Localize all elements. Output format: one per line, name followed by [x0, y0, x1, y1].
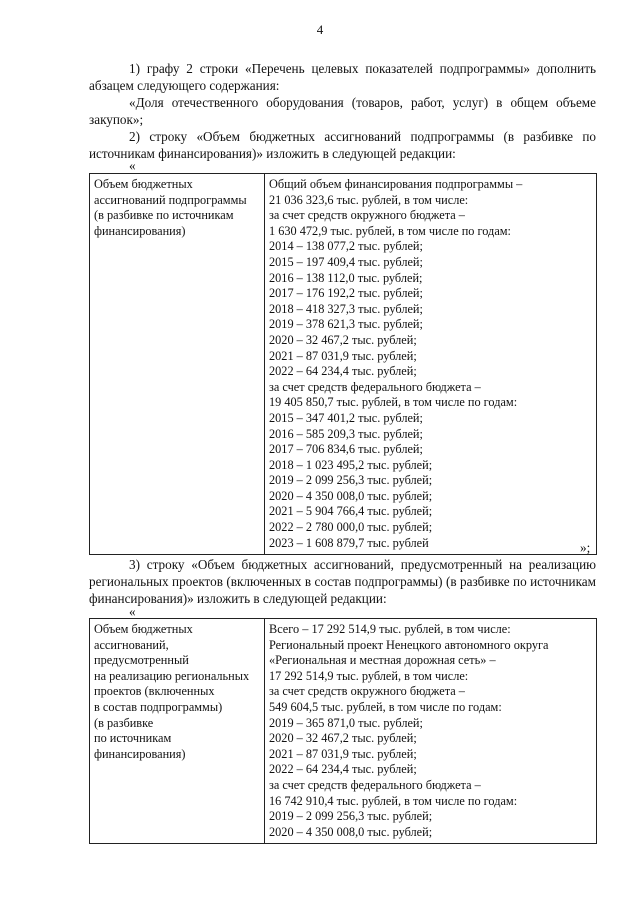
- label-lines: [94, 622, 260, 762]
- table-line: 2018 – 418 327,3 тыс. рублей;: [269, 301, 423, 316]
- table-line: Объем бюджетных: [94, 177, 193, 191]
- table-line: Региональный проект Ненецкого автономного округа: [269, 637, 549, 652]
- table-line: 2019 – 2 099 256,3 тыс. рублей;: [269, 473, 433, 488]
- table-line: в состав подпрограммы): [94, 699, 223, 714]
- table-row: [90, 174, 597, 555]
- paragraph-1: 1) графу 2 строки «Перечень целевых показателей подпрограммы» дополнить абзацем следующего содержания:: [89, 61, 596, 93]
- table-line: 2019 – 365 871,0 тыс. рублей;: [269, 715, 423, 730]
- table-line: (в разбивке по источникам: [94, 208, 234, 223]
- table-line: финансирования): [94, 223, 186, 238]
- table-line: 2016 – 585 209,3 тыс. рублей;: [269, 426, 423, 441]
- table-line: ассигнований подпрограммы: [94, 192, 247, 207]
- table-line: 2019 – 378 621,3 тыс. рублей;: [269, 317, 423, 332]
- table-line: ассигнований,: [94, 637, 169, 652]
- table-row: [90, 619, 597, 844]
- label-lines: [94, 177, 260, 239]
- table-cell-value: [265, 174, 597, 555]
- table-cell-value: [265, 619, 597, 844]
- table-regional-projects: [89, 618, 597, 844]
- table-line: 2021 – 5 904 766,4 тыс. рублей;: [269, 504, 433, 519]
- table-line: 2015 – 347 401,2 тыс. рублей;: [269, 410, 423, 425]
- value-lines: [269, 622, 592, 840]
- table-line: 2021 – 87 031,9 тыс. рублей;: [269, 746, 417, 761]
- paragraph-4: 3) строку «Объем бюджетных ассигнований, предусмотренный на реализацию региональных проектов (включенных в состав подпрограммы) (в разбивке по источникам финансирования)» изложить в следующей редакции:: [89, 557, 596, 606]
- table-line: 21 036 323,6 тыс. рублей, в том числе:: [269, 192, 469, 207]
- table-line: 2022 – 64 234,4 тыс. рублей;: [269, 364, 417, 379]
- table-line: (в разбивке: [94, 715, 154, 730]
- table-line: за счет средств окружного бюджета –: [269, 208, 465, 223]
- table-line: 2023 – 1 608 879,7 тыс. рублей: [269, 535, 429, 550]
- value-lines: [269, 177, 592, 551]
- table-line: по источникам: [94, 731, 172, 746]
- table-line: 1 630 472,9 тыс. рублей, в том числе по годам:: [269, 223, 511, 238]
- table-line: 2015 – 197 409,4 тыс. рублей;: [269, 254, 423, 269]
- table-line: проектов (включенных: [94, 684, 215, 699]
- mid-text: [89, 556, 596, 607]
- table-line: 16 742 910,4 тыс. рублей, в том числе по годам:: [269, 793, 518, 808]
- table-line: 2018 – 1 023 495,2 тыс. рублей;: [269, 457, 433, 472]
- paragraph-2: «Доля отечественного оборудования (товаров, работ, услуг) в общем объеме закупок»;: [89, 95, 596, 127]
- table-line: Объем бюджетных: [94, 622, 193, 636]
- table-line: Общий объем финансирования подпрограммы –: [269, 177, 523, 191]
- table-line: 17 292 514,9 тыс. рублей, в том числе:: [269, 668, 469, 683]
- table-line: 2022 – 64 234,4 тыс. рублей;: [269, 762, 417, 777]
- table-line: 549 604,5 тыс. рублей, в том числе по годам:: [269, 699, 502, 714]
- paragraph-3: 2) строку «Объем бюджетных ассигнований подпрограммы (в разбивке по источникам финансирования)» изложить в следующей редакции:: [89, 129, 596, 161]
- intro-text: [89, 60, 596, 162]
- table-line: 2017 – 176 192,2 тыс. рублей;: [269, 286, 423, 301]
- table-line: 2017 – 706 834,6 тыс. рублей;: [269, 442, 423, 457]
- table-line: Всего – 17 292 514,9 тыс. рублей, в том числе:: [269, 622, 511, 636]
- page-number: 4: [316, 22, 324, 37]
- table-line: «Региональная и местная дорожная сеть» –: [269, 653, 496, 668]
- table-line: 2021 – 87 031,9 тыс. рублей;: [269, 348, 417, 363]
- table-line: 2020 – 4 350 008,0 тыс. рублей;: [269, 824, 433, 839]
- table-line: предусмотренный: [94, 653, 189, 668]
- table-line: 2016 – 138 112,0 тыс. рублей;: [269, 270, 423, 285]
- table-line: 2014 – 138 077,2 тыс. рублей;: [269, 239, 423, 254]
- table-line: финансирования): [94, 746, 186, 761]
- table-cell-label: [90, 174, 265, 555]
- table-subprogram-budget: [89, 173, 597, 555]
- table-line: 2020 – 4 350 008,0 тыс. рублей;: [269, 488, 433, 503]
- open-quote-1: «: [129, 158, 136, 173]
- table-line: за счет средств федерального бюджета –: [269, 379, 481, 394]
- table-line: за счет средств окружного бюджета –: [269, 684, 465, 699]
- table-line: за счет средств федерального бюджета –: [269, 777, 481, 792]
- table-line: 2022 – 2 780 000,0 тыс. рублей;: [269, 520, 433, 535]
- open-quote-2: «: [129, 604, 136, 619]
- table-line: 2020 – 32 467,2 тыс. рублей;: [269, 332, 417, 347]
- table-line: 2020 – 32 467,2 тыс. рублей;: [269, 731, 417, 746]
- table-line: 19 405 850,7 тыс. рублей, в том числе по годам:: [269, 395, 518, 410]
- table-cell-label: [90, 619, 265, 844]
- table-line: на реализацию региональных: [94, 668, 250, 683]
- table-line: 2019 – 2 099 256,3 тыс. рублей;: [269, 809, 433, 824]
- close-quote-1: »;: [580, 540, 591, 555]
